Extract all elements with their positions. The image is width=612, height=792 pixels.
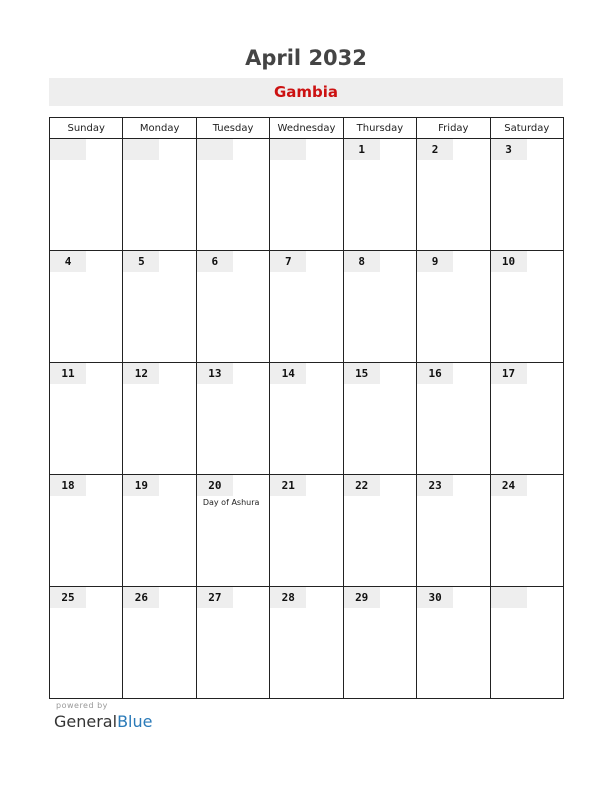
day-number: 3 [491, 139, 527, 160]
day-cell [196, 475, 269, 587]
day-number: 2 [417, 139, 453, 160]
day-number: 28 [270, 587, 306, 608]
day-number: 27 [197, 587, 233, 608]
day-number: 23 [417, 475, 453, 496]
day-number: 17 [491, 363, 527, 384]
calendar-grid [49, 117, 564, 699]
empty-day-cell [196, 139, 269, 251]
day-cell [490, 139, 563, 251]
weekday-header-row [50, 118, 564, 139]
empty-day-cell [490, 587, 563, 699]
day-number: 26 [123, 587, 159, 608]
day-cell [50, 251, 123, 363]
day-number: 4 [50, 251, 86, 272]
day-cell [490, 363, 563, 475]
day-number [491, 587, 527, 608]
day-cell [196, 363, 269, 475]
day-number: 13 [197, 363, 233, 384]
day-number: 18 [50, 475, 86, 496]
powered-by-label: powered by [56, 701, 108, 710]
weekday-header: Sunday [50, 118, 123, 139]
day-cell [417, 363, 490, 475]
day-cell [50, 587, 123, 699]
day-number: 20 [197, 475, 233, 496]
day-cell [343, 139, 416, 251]
holiday-label: Day of Ashura [202, 498, 260, 507]
day-cell [417, 587, 490, 699]
weekday-header: Thursday [343, 118, 416, 139]
week-row [50, 363, 564, 475]
brand-blue-text: Blue [117, 712, 153, 731]
day-number [197, 139, 233, 160]
day-cell [343, 475, 416, 587]
day-cell [123, 587, 196, 699]
day-number [123, 139, 159, 160]
day-cell [123, 475, 196, 587]
day-number: 9 [417, 251, 453, 272]
day-cell [343, 587, 416, 699]
week-row [50, 475, 564, 587]
calendar-title: April 2032 [245, 46, 367, 70]
day-cell [490, 475, 563, 587]
day-number: 30 [417, 587, 453, 608]
weekday-header: Saturday [490, 118, 563, 139]
day-number: 14 [270, 363, 306, 384]
weekday-header: Friday [417, 118, 490, 139]
day-cell [270, 251, 343, 363]
day-cell [123, 363, 196, 475]
day-cell [490, 251, 563, 363]
day-number: 16 [417, 363, 453, 384]
day-cell [417, 139, 490, 251]
day-number: 8 [344, 251, 380, 272]
day-cell [50, 475, 123, 587]
day-number: 15 [344, 363, 380, 384]
day-number: 7 [270, 251, 306, 272]
day-cell [50, 363, 123, 475]
day-number: 19 [123, 475, 159, 496]
country-label: Gambia [49, 78, 563, 106]
day-cell [343, 363, 416, 475]
day-number: 12 [123, 363, 159, 384]
weekday-header: Tuesday [196, 118, 269, 139]
week-row [50, 251, 564, 363]
day-cell [196, 587, 269, 699]
week-row [50, 587, 564, 699]
day-cell [196, 251, 269, 363]
day-number: 22 [344, 475, 380, 496]
day-cell [123, 251, 196, 363]
empty-day-cell [123, 139, 196, 251]
day-number: 21 [270, 475, 306, 496]
day-cell [343, 251, 416, 363]
day-cell [417, 475, 490, 587]
day-cell [270, 475, 343, 587]
empty-day-cell [50, 139, 123, 251]
day-cell [270, 587, 343, 699]
day-number [50, 139, 86, 160]
day-number: 1 [344, 139, 380, 160]
weekday-header: Monday [123, 118, 196, 139]
day-number: 6 [197, 251, 233, 272]
generalblue-logo[interactable] [54, 712, 152, 731]
day-number [270, 139, 306, 160]
day-cell [417, 251, 490, 363]
day-number: 29 [344, 587, 380, 608]
week-row [50, 139, 564, 251]
day-number: 5 [123, 251, 159, 272]
brand-general-text: General [54, 712, 118, 731]
day-cell [270, 363, 343, 475]
day-number: 11 [50, 363, 86, 384]
empty-day-cell [270, 139, 343, 251]
day-number: 25 [50, 587, 86, 608]
day-number: 10 [491, 251, 527, 272]
day-number: 24 [491, 475, 527, 496]
weekday-header: Wednesday [270, 118, 343, 139]
